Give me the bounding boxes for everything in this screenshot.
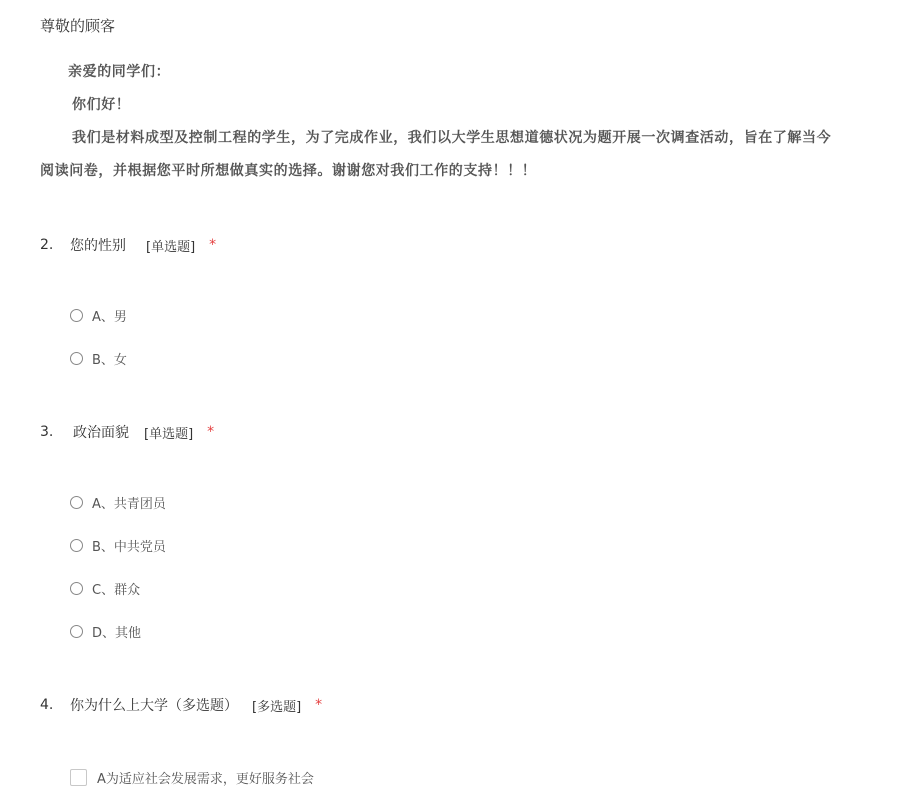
radio-button[interactable] — [70, 582, 83, 595]
option-party-member[interactable] — [70, 535, 166, 555]
question-title-row — [40, 422, 900, 442]
radio-button[interactable] — [70, 352, 83, 365]
option-serve-society[interactable] — [70, 767, 314, 787]
option-label: B、中共党员 — [92, 539, 166, 555]
intro-line-salutation: 亲爱的同学们： — [68, 64, 171, 80]
question-title-row — [40, 695, 900, 715]
required-mark: * — [315, 697, 323, 713]
radio-button[interactable] — [70, 309, 83, 322]
question-number: 4. — [40, 697, 54, 713]
intro-line-description: 我们是材料成型及控制工程的学生，为了完成作业，我们以大学生思想道德状况为题开展一次调查活动，旨在了解当今 — [72, 130, 832, 146]
option-masses[interactable] — [70, 578, 140, 598]
option-label: A为适应社会发展需求，更好服务社会 — [97, 771, 314, 787]
option-other[interactable] — [70, 621, 141, 641]
intro-line-hello: 你们好！ — [72, 97, 131, 113]
question-why-university — [40, 695, 900, 787]
question-text: 你为什么上大学（多选题） — [70, 698, 238, 714]
option-league-member[interactable] — [70, 492, 166, 512]
required-mark: * — [209, 237, 217, 253]
question-type: [单选题] — [144, 426, 194, 442]
question-gender — [40, 235, 900, 368]
question-text: 您的性别 — [70, 238, 126, 254]
option-female[interactable] — [70, 348, 127, 368]
required-mark: * — [207, 424, 215, 440]
radio-button[interactable] — [70, 539, 83, 552]
radio-button[interactable] — [70, 625, 83, 638]
survey-greeting: 尊敬的顾客 — [40, 17, 116, 35]
checkbox[interactable] — [70, 769, 87, 786]
option-label: D、其他 — [92, 625, 142, 641]
option-male[interactable] — [70, 305, 127, 325]
option-label: B、女 — [92, 352, 127, 368]
question-type: [多选题] — [252, 699, 302, 715]
question-political-status — [40, 422, 900, 641]
option-label: C、群众 — [92, 582, 141, 598]
question-number: 2. — [40, 237, 54, 253]
radio-button[interactable] — [70, 496, 83, 509]
intro-line-instructions: 阅读问卷，并根据您平时所想做真实的选择。谢谢您对我们工作的支持！！！ — [40, 163, 537, 179]
question-title-row — [40, 235, 900, 255]
question-text: 政治面貌 — [73, 425, 129, 441]
survey-intro — [40, 56, 900, 188]
option-label: A、男 — [92, 309, 127, 325]
question-type: [单选题] — [146, 239, 196, 255]
option-label: A、共青团员 — [92, 496, 166, 512]
question-number: 3. — [40, 424, 54, 440]
